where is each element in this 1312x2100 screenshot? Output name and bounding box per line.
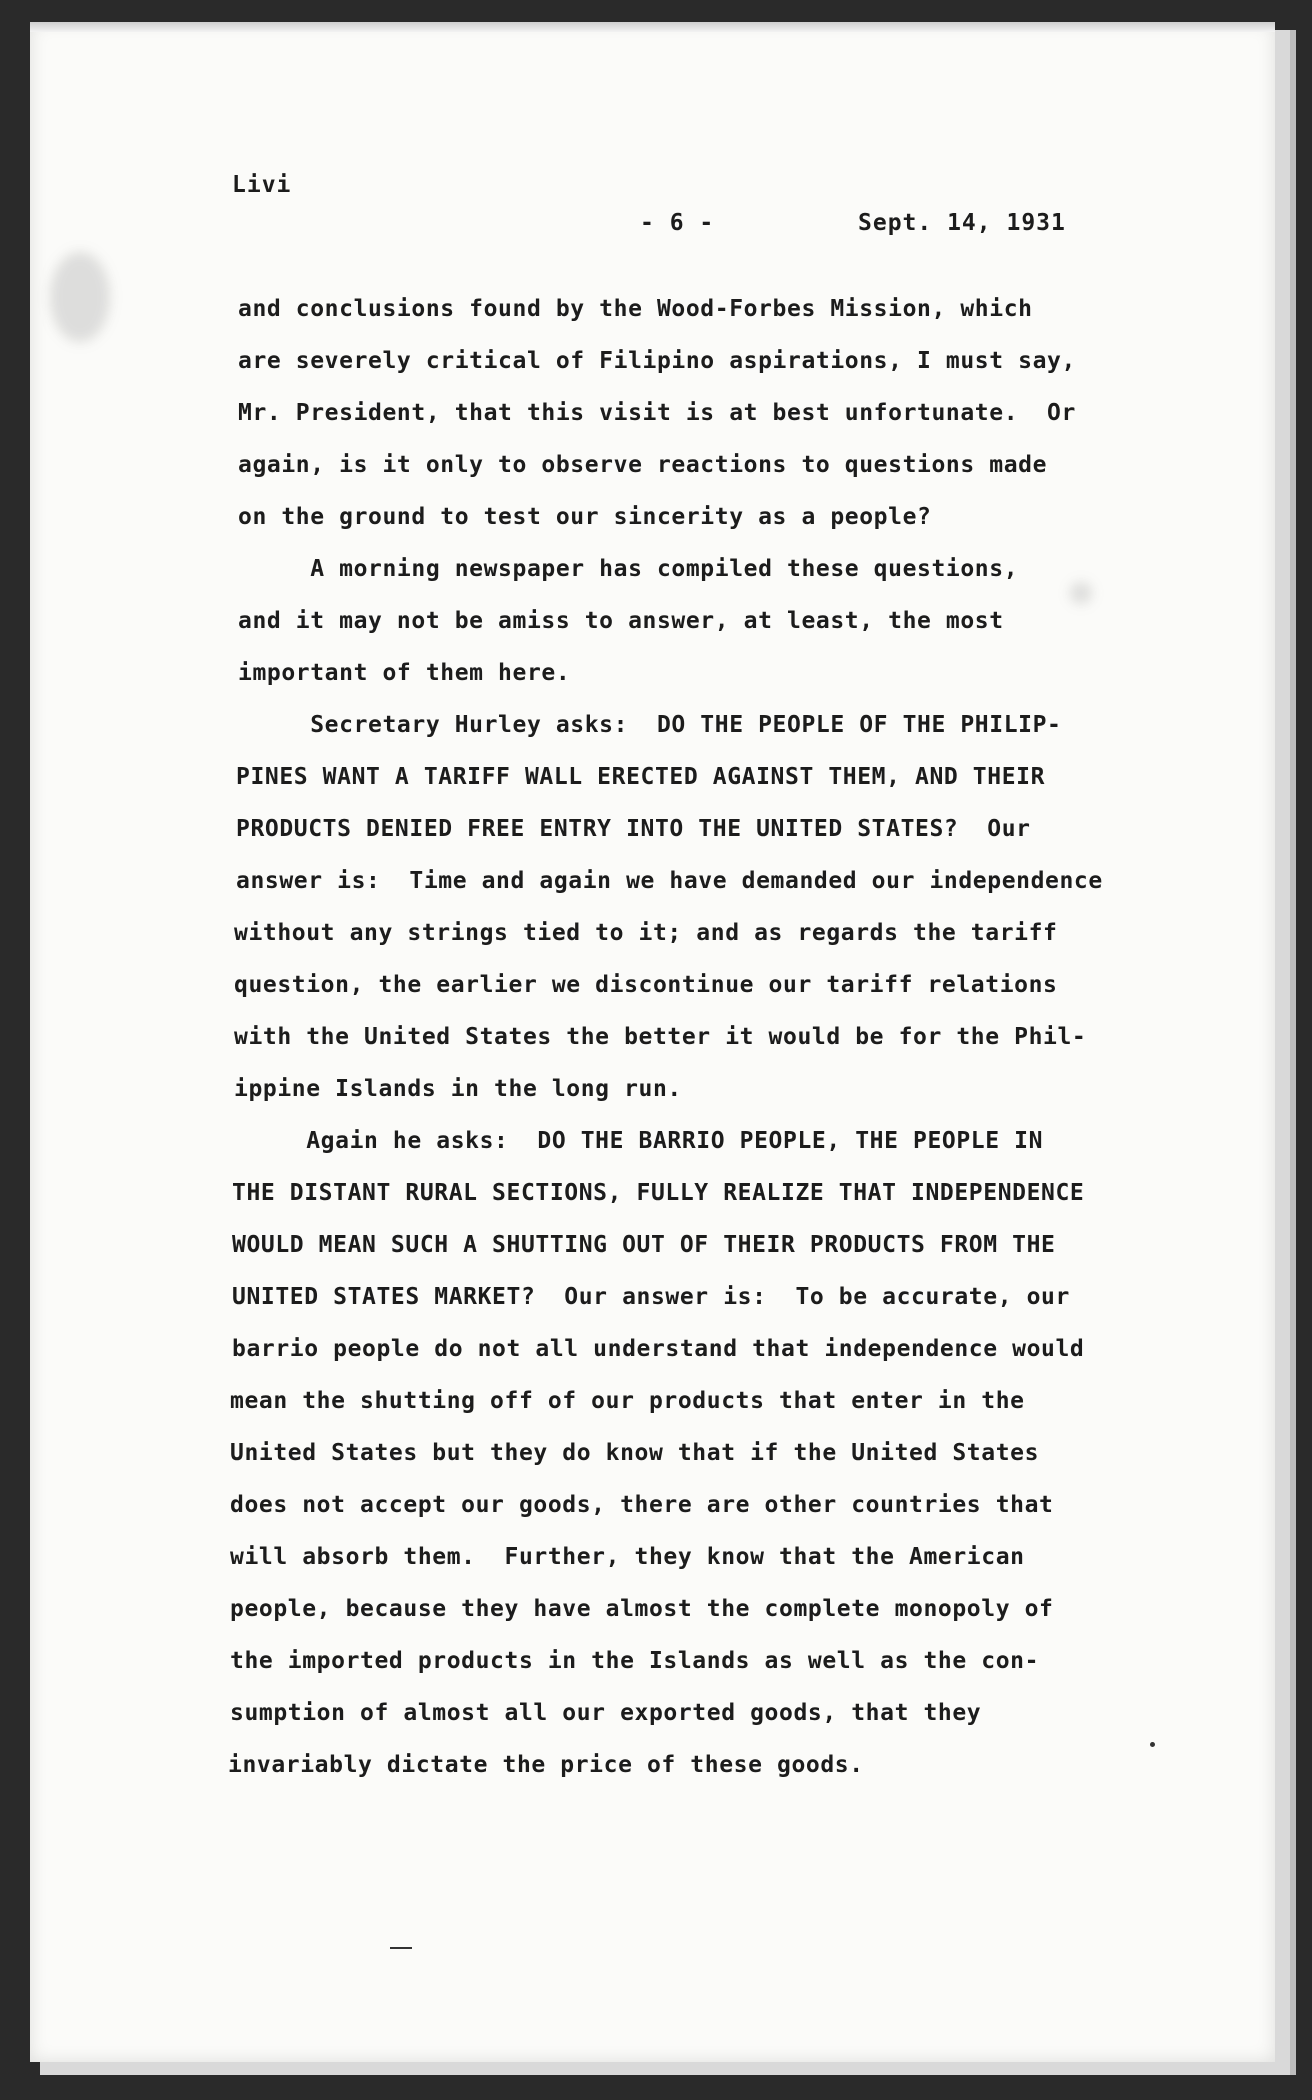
text-line: Again he asks: DO THE BARRIO PEOPLE, THE PEOPLE IN — [234, 1128, 1044, 1154]
text-line: answer is: Time and again we have demanded our independence — [236, 868, 1103, 894]
text-line: does not accept our goods, there are other countries that — [230, 1492, 1054, 1518]
text-line: UNITED STATES MARKET? Our answer is: To be accurate, our — [232, 1284, 1070, 1310]
text-line: United States but they do know that if the United States — [230, 1440, 1040, 1466]
page-number: - 6 - — [640, 210, 715, 236]
text-line: again, is it only to observe reactions to questions made — [238, 452, 1048, 478]
text-line: question, the earlier we discontinue our tariff relations — [234, 972, 1058, 998]
text-line: ippine Islands in the long run. — [234, 1076, 682, 1102]
text-line: people, because they have almost the complete monopoly of — [230, 1596, 1054, 1622]
text-line: without any strings tied to it; and as regards the tariff — [234, 920, 1058, 946]
header-date: Sept. 14, 1931 — [858, 210, 1066, 236]
text-line: will absorb them. Further, they know that the American — [230, 1544, 1025, 1570]
text-line: PRODUCTS DENIED FREE ENTRY INTO THE UNITED STATES? Our — [236, 816, 1031, 842]
ink-speck — [1150, 1742, 1155, 1747]
text-line: with the United States the better it would be for the Phil- — [234, 1024, 1087, 1050]
text-line: are severely critical of Filipino aspirations, I must say, — [238, 348, 1076, 374]
text-line: THE DISTANT RURAL SECTIONS, FULLY REALIZE THAT INDEPENDENCE — [232, 1180, 1085, 1206]
ink-speck — [390, 1947, 412, 1949]
text-line: A morning newspaper has compiled these questions, — [238, 556, 1019, 582]
typed-page — [30, 22, 1275, 2062]
text-line: mean the shutting off of our products that enter in the — [230, 1388, 1025, 1414]
text-line: PINES WANT A TARIFF WALL ERECTED AGAINST THEM, AND THEIR — [236, 764, 1046, 790]
text-line: invariably dictate the price of these goods. — [228, 1752, 864, 1778]
text-line: on the ground to test our sincerity as a people? — [238, 504, 932, 530]
text-line: Secretary Hurley asks: DO THE PEOPLE OF THE PHILIP- — [238, 712, 1062, 738]
text-line: sumption of almost all our exported goods, that they — [230, 1700, 982, 1726]
paper-top-edge — [30, 22, 1275, 32]
text-line: WOULD MEAN SUCH A SHUTTING OUT OF THEIR PRODUCTS FROM THE — [232, 1232, 1056, 1258]
typed-text — [30, 22, 1275, 2062]
text-line: Mr. President, that this visit is at best unfortunate. Or — [238, 400, 1076, 426]
text-line: the imported products in the Islands as well as the con- — [230, 1648, 1040, 1674]
text-line: and conclusions found by the Wood-Forbes Mission, which — [238, 296, 1033, 322]
text-line: barrio people do not all understand that independence would — [232, 1336, 1085, 1362]
text-line: important of them here. — [238, 660, 571, 686]
header-initials: Livi — [232, 172, 292, 198]
text-line: and it may not be amiss to answer, at least, the most — [238, 608, 1004, 634]
